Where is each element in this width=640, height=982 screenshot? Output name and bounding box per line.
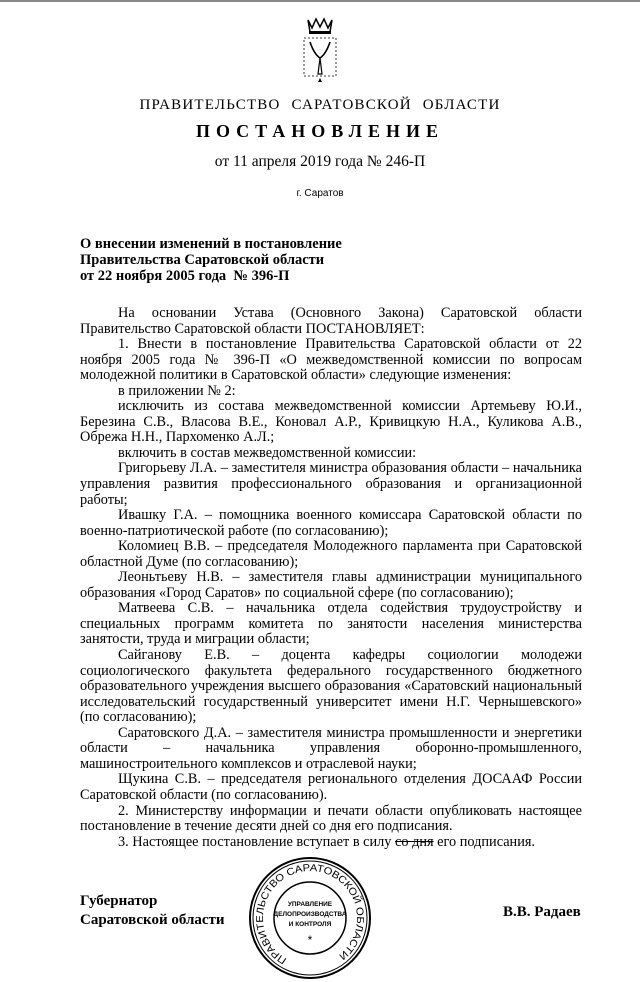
position-line: Саратовской области bbox=[80, 912, 225, 929]
official-stamp bbox=[248, 856, 372, 980]
document-type: ПОСТАНОВЛЕНИЕ bbox=[195, 121, 445, 141]
paragraph: Сайганову Е.В. – доцента кафедры социологии молодежи социологического факультета федерального государственного бюджетного образовательного учреждения высшего образования «Саратовский национальный исследовательский государственный университет имени Н.Г. Чернышевского» (по согласованию); bbox=[80, 647, 582, 726]
signature-position bbox=[80, 892, 225, 930]
handwritten-correction: со дня bbox=[395, 833, 434, 850]
paragraph: Григорьеву Л.А. – заместителя министра образования области – начальника управления развития профессионального образования и организационной работы; bbox=[80, 460, 582, 508]
paragraph: Коломиец В.В. – председателя Молодежного парламента при Саратовской областной Думе (по согласованию); bbox=[80, 538, 582, 570]
paragraph: Леоньтьеву Н.В. – заместителя главы администрации муниципального образования «Город Саратов» по социальной сфере (по согласованию); bbox=[80, 569, 582, 601]
saratov-coat-of-arms-icon bbox=[300, 16, 340, 84]
paragraph: исключить из состава межведомственной комиссии Артемьеву Ю.И., Березина С.В., Власова В.Е., Коновал А.Р., Кривицкую Н.А., Куликова А.В., Обрежа Н.Н., Пархоменко А.Л.; bbox=[80, 398, 582, 446]
paragraph: Саратовского Д.А. – заместителя министра промышленности и энергетики области – начальника управления оборонно-промышленного, машиностроительного комплексов и отраслевой науки; bbox=[80, 724, 582, 772]
stamp-outer-text: ПРАВИТЕЛЬСТВО САРАТОВСКОЙ ОБЛАСТИ bbox=[254, 863, 366, 966]
document-body bbox=[80, 306, 582, 850]
paragraph: Матвеева С.В. – начальника отдела содействия трудоустройству и специальных программ комитета по занятости населения министерства занятости, труда и миграции области; bbox=[80, 600, 582, 648]
document-city: г. Саратов bbox=[296, 188, 344, 199]
paragraph-last-clause bbox=[80, 835, 582, 851]
subject-line: Правительства Саратовской области bbox=[80, 252, 325, 268]
document-date-number: от 11 апреля 2019 года № 246-П bbox=[214, 153, 426, 170]
paragraph: На основании Устава (Основного Закона) Саратовской области Правительство Саратовской области ПОСТАНОВЛЯЕТ: bbox=[80, 305, 582, 337]
signer-name: В.В. Радаев bbox=[503, 904, 581, 921]
stamp-star: * bbox=[307, 933, 313, 948]
document-subject bbox=[80, 236, 342, 284]
paragraph: 1. Внести в постановление Правительства Саратовской области от 22 ноября 2005 года № 396-П «О межведомственной комиссии по вопросам молодежной политики в Саратовской области» следующие изменения: bbox=[80, 336, 582, 384]
stamp-inner-line: ДЕЛОПРОИЗВОДСТВА bbox=[273, 911, 347, 919]
subject-line: О внесении изменений в постановление bbox=[80, 236, 342, 252]
paragraph: Щукина С.В. – председателя регионального отделения ДОСААФ России Саратовской области (по согласованию). bbox=[80, 771, 582, 803]
subject-line: от 22 ноября 2005 года № 396-П bbox=[80, 268, 290, 284]
paragraph: в приложении № 2: bbox=[118, 382, 236, 399]
clause-text: 3. Настоящее постановление вступает в силу bbox=[118, 833, 395, 850]
paragraph: Ивашку Г.А. – помощника военного комиссара Саратовской области по военно-патриотической работе (по согласованию); bbox=[80, 507, 582, 539]
clause-text: его подписания. bbox=[433, 833, 536, 850]
stamp-inner-line: И КОНТРОЛЯ bbox=[288, 921, 332, 929]
scan-border bbox=[0, 0, 640, 2]
stamp-inner-line: УПРАВЛЕНИЕ bbox=[287, 901, 333, 909]
paragraph: 2. Министерству информации и печати области опубликовать настоящее постановление в течение десяти дней со дня его подписания. bbox=[80, 802, 582, 835]
paragraph: включить в состав межведомственной комиссии: bbox=[118, 444, 417, 461]
position-line: Губернатор bbox=[80, 893, 158, 910]
government-name: ПРАВИТЕЛЬСТВО САРАТОВСКОЙ ОБЛАСТИ bbox=[139, 97, 501, 113]
signature-row bbox=[80, 856, 582, 982]
